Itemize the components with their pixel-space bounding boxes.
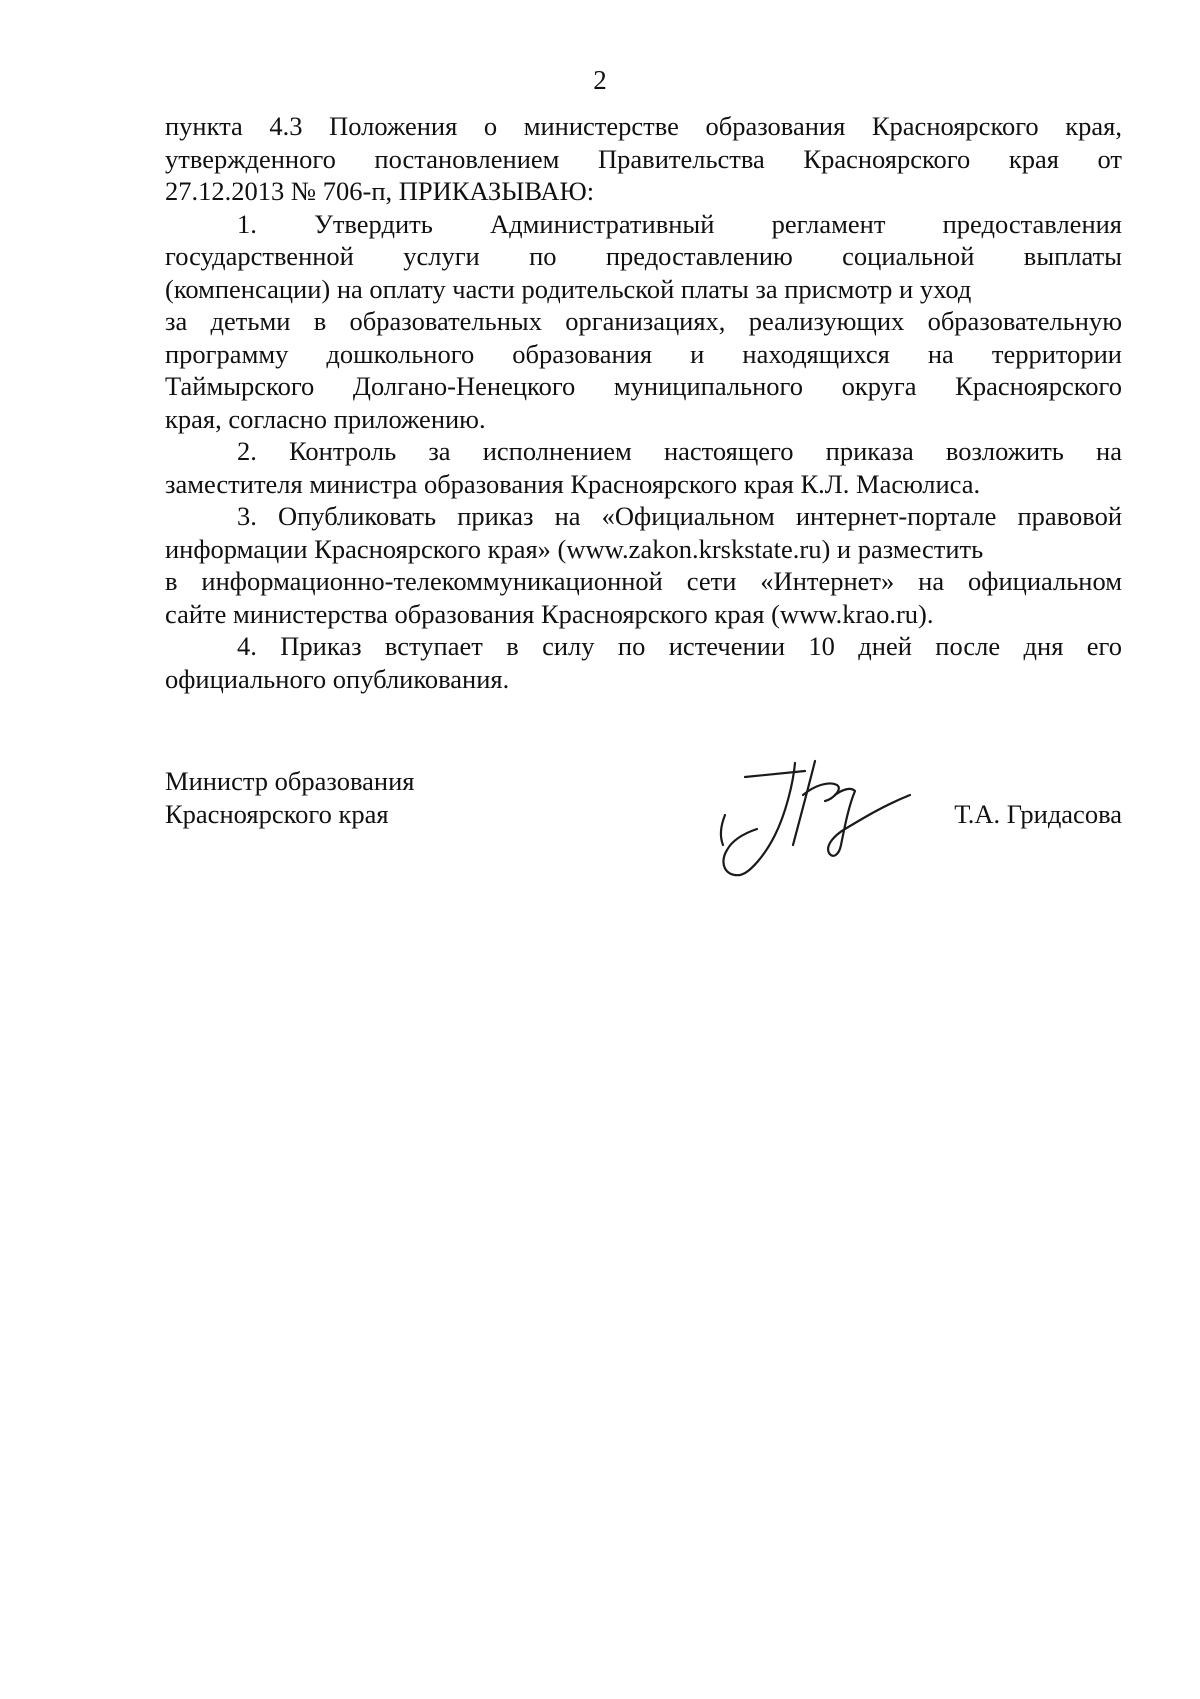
signature-block bbox=[165, 765, 1122, 885]
signer-position bbox=[165, 765, 414, 831]
intro-paragraph bbox=[165, 110, 1122, 208]
handwritten-signature bbox=[705, 755, 935, 885]
text-line: 27.12.2013 № 706-п, ПРИКАЗЫВАЮ: bbox=[165, 176, 595, 206]
text-line: заместителя министра образования Красноярского края К.Л. Масюлиса. bbox=[165, 468, 981, 499]
text-line: края, согласно приложению. bbox=[165, 403, 486, 434]
text-line: 4. Приказ вступает в силу по истечении 10 дней после дня его bbox=[237, 631, 1122, 661]
text-line: 1. Утвердить Административный регламент предоставления bbox=[237, 208, 1122, 239]
signer-name: Т.А. Гридасова bbox=[954, 799, 1122, 829]
text-line: 2. Контроль за исполнением настоящего приказа возложить на bbox=[237, 436, 1122, 466]
text-line: в информационно-телекоммуникационной сети «Интернет» на официальном bbox=[165, 566, 1122, 596]
text-line: утвержденного постановлением Правительства Красноярского края от bbox=[165, 143, 1122, 174]
text-line: за детьми в образовательных организациях, реализующих образовательную bbox=[165, 306, 1122, 336]
text-line: Таймырского Долгано-Ненецкого муниципального округа Красноярского bbox=[165, 371, 1122, 401]
signer-position-line: Красноярского края bbox=[165, 799, 389, 829]
text-line: официального опубликования. bbox=[165, 663, 510, 694]
document-body bbox=[165, 110, 1122, 695]
text-line: государственной услуги по предоставлению социальной выплаты bbox=[165, 241, 1122, 271]
item-1-paragraph bbox=[165, 208, 1122, 436]
text-line: сайте министерства образования Красноярского края (www.krao.ru). bbox=[165, 598, 934, 629]
text-line: информации Красноярского края» (www.zakon.krskstate.ru) и разместить bbox=[165, 533, 984, 564]
item-2-paragraph bbox=[165, 435, 1122, 500]
item-3-paragraph bbox=[165, 500, 1122, 630]
text-line: 3. Опубликовать приказ на «Официальном интернет-портале правовой bbox=[237, 501, 1122, 531]
page-number: 2 bbox=[593, 65, 607, 95]
text-line: программу дошкольного образования и находящихся на территории bbox=[165, 338, 1122, 369]
text-line: пункта 4.3 Положения о министерстве образования Красноярского края, bbox=[165, 111, 1122, 141]
signer-position-line: Министр образования bbox=[165, 766, 415, 796]
item-4-paragraph bbox=[165, 630, 1122, 695]
text-line: (компенсации) на оплату части родительской платы за присмотр и уход bbox=[165, 273, 972, 304]
